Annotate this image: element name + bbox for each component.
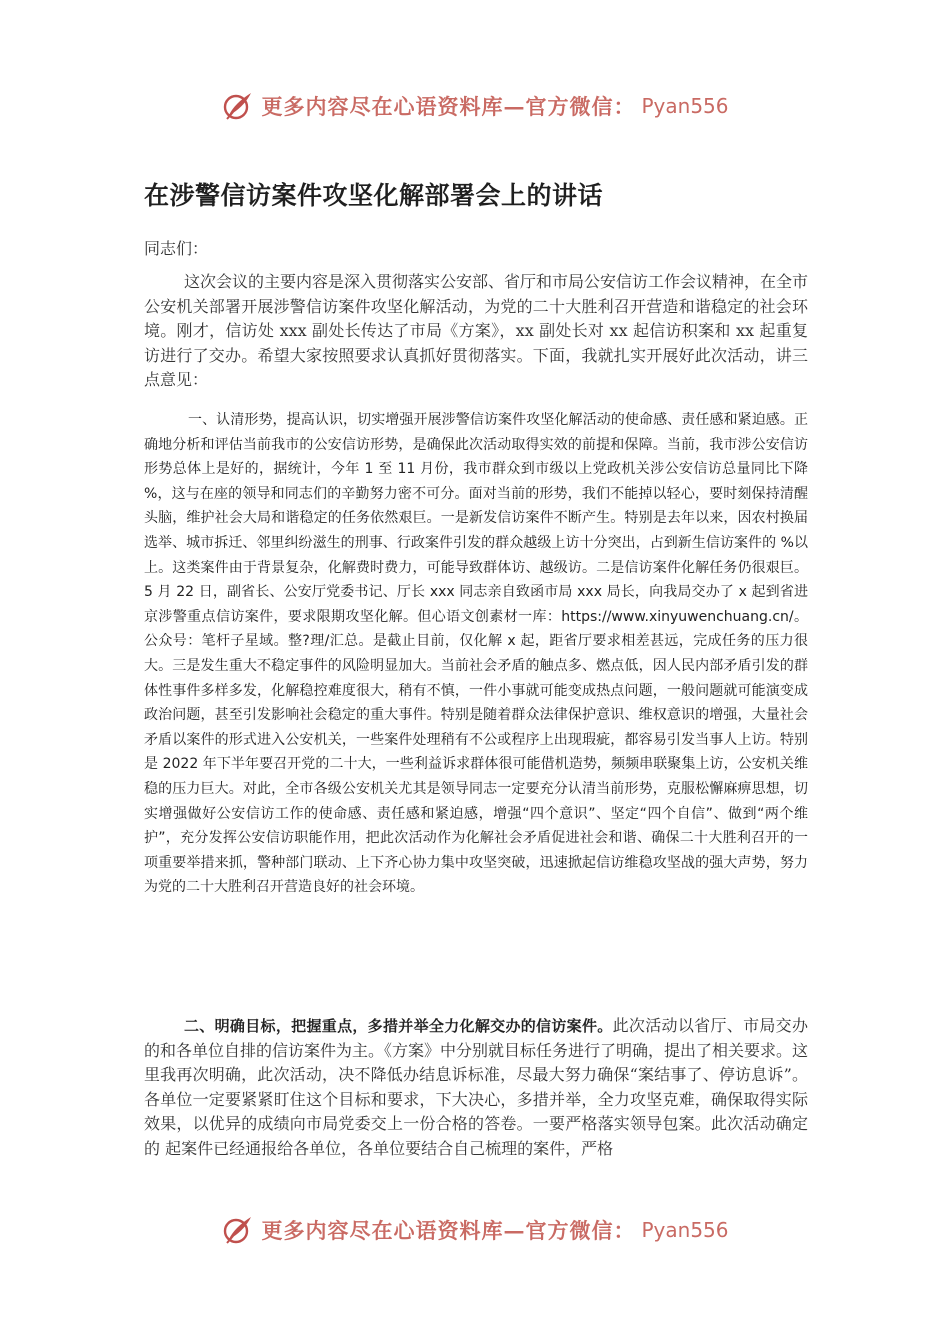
header-banner-text: 更多内容尽在心语资料库—官方微信： [261,94,636,119]
footer-banner-text: 更多内容尽在心语资料库—官方微信： [261,1218,636,1243]
paragraph-section-two [144,1014,808,1161]
section-two-heading: 二、明确目标，把握重点，多措并举全力化解交办的信访案件。 [184,1017,613,1035]
paragraph-intro: 这次会议的主要内容是深入贯彻落实公安部、省厅和市局公安信访工作会议精神，在全市公安机关部署开展涉警信访案件攻坚化解活动，为党的二十大胜利召开营造和谐稳定的社会环境。刚才，信访处 xxx 副处长传达了市局《方案》，xx 副处长对 xx 起信访积案和 xx 起重复访进行了交办。希望大家按照要求认真抓好贯彻落实。下面，我就扎实开展好此次活动，讲三点意见： [144,272,809,389]
document-title: 在涉警信访案件攻坚化解部署会上的讲话 [144,181,604,210]
quill-logo-icon [221,1213,255,1247]
header-banner [0,84,950,128]
section-two-body: 此次活动以省厅、市局交办的和各单位自排的信访案件为主。《方案》中分别就目标任务进行了明确，提出了相关要求。这里我再次明确，此次活动，决不降低办结息诉标准，尽最大努力确保“案结事了、停访息诉”。各单位一定要紧紧盯住这个目标和要求，下大决心，多措并举，全力攻坚克难，确保取得实际效果，以优异的成绩向市局党委交上一份合格的答卷。一要严格落实领导包案。此次活动确定的 起案件已经通报给各单位，各单位要结合自己梳理的案件，严格 [144,1016,809,1158]
quill-logo-icon [221,89,255,123]
footer-banner [0,1208,950,1252]
paragraph-section-one: 一、认清形势，提高认识，切实增强开展涉警信访案件攻坚化解活动的使命感、责任感和紧迫感。正确地分析和评估当前我市的公安信访形势，是确保此次活动取得实效的前提和保障。当前，我市涉公安信访形势总体上是好的，据统计，今年 1 至 11 月份，我市群众到市级以上党政机关涉公安信访总量同比下降 %，这与在座的领导和同志们的辛勤努力密不可分。面对当前的形势，我们不能掉以轻心，要时刻保持清醒头脑，维护社会大局和谐稳定的任务依然艰巨。一是新发信访案件不断产生。特别是去年以来，因农村换届选举、城市拆迁、邻里纠纷滋生的刑事、行政案件引发的群众越级上访十分突出，占到新生信访案件的 %以上。这类案件由于背景复杂，化解费时费力，可能导致群体访、越级访。二是信访案件化解任务仍很艰巨。5 月 22 日，副省长、公安厅党委书记、厅长 xxx 同志亲自致函市局 xxx 局长，向我局交办了 x 起到省进京涉警重点信访案件，要求限期攻坚化解。但心语文创素材一库：https://www.xinyuwenchuang.cn/。公众号：笔杆子星域。整?理/汇总。是截止目前，仅化解 x 起，距省厅要求相差甚远，完成任务的压力很大。三是发生重大不稳定事件的风险明显加大。当前社会矛盾的触点多、燃点低，因人民内部矛盾引发的群体性事件多样多发，化解稳控难度很大，稍有不慎，一件小事就可能变成热点问题，一般问题就可能演变成政治问题，甚至引发影响社会稳定的重大事件。特别是随着群众法律保护意识、维权意识的增强，大量社会矛盾以案件的形式进入公安机关，一些案件处理稍有不公或程序上出现瑕疵，都容易引发当事人上访。特别是 2022 年下半年要召开党的二十大，一些利益诉求群体很可能借机造势，频频串联聚集上访，公安机关维稳的压力巨大。对此，全市各级公安机关尤其是领导同志一定要充分认清当前形势，克服松懈麻痹思想，切实增强做好公安信访工作的使命感、责任感和紧迫感，增强“四个意识”、坚定“四个自信”、做到“两个维护”，充分发挥公安信访职能作用，把此次活动作为化解社会矛盾促进社会和谐、确保二十大胜利召开的一项重要举措来抓，警种部门联动、上下齐心协力集中攻坚突破，迅速掀起信访维稳攻坚战的强大声势，努力为党的二十大胜利召开营造良好的社会环境。 [144,412,808,896]
footer-banner-wechat: Pyan556 [641,1218,729,1242]
greeting: 同志们： [144,239,209,258]
header-banner-wechat: Pyan556 [641,94,729,118]
